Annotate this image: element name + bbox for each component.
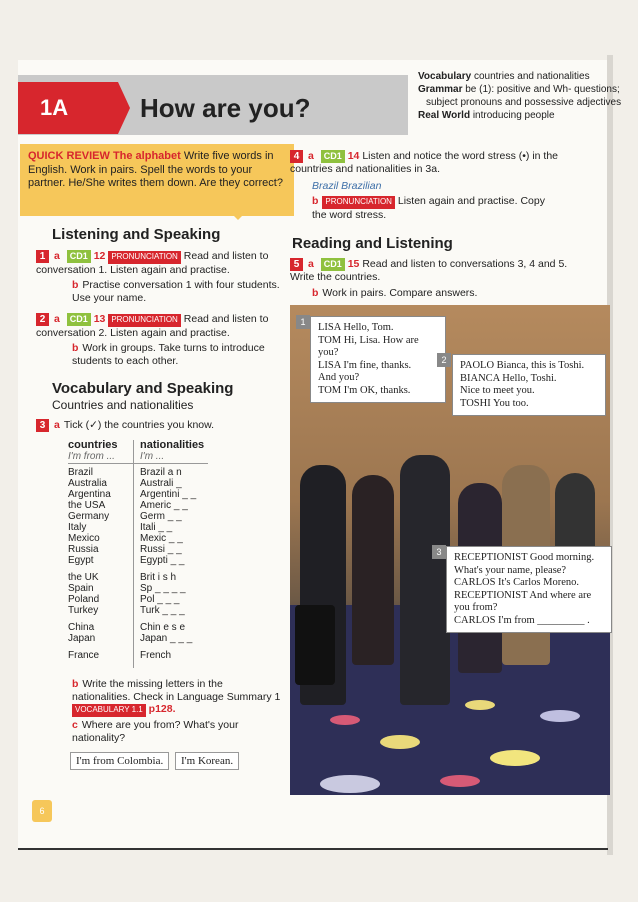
nationality-item: Brit i s h xyxy=(140,572,177,583)
conversation-line: RECEPTIONIST Good morning. xyxy=(454,552,595,563)
conversation-line: RECEPTIONIST And where are xyxy=(454,589,592,601)
part-label: b xyxy=(312,195,319,207)
quick-review-box xyxy=(20,144,294,216)
carpet-spot xyxy=(440,775,480,787)
exercise-text: Read and listen to conversations 3, 4 and 5. Write the countries. xyxy=(290,258,568,283)
vocabulary-text: countries and nationalities xyxy=(473,71,590,82)
part-label: b xyxy=(72,342,79,354)
exercise-2a xyxy=(36,313,286,339)
nationality-group xyxy=(140,622,206,644)
conversation-line: LISA I'm fine, thanks. xyxy=(318,359,412,371)
answer-bubble-2: I'm Korean. xyxy=(175,752,239,770)
grammar-label: Grammar xyxy=(418,84,463,95)
exercise-number: 2 xyxy=(36,313,49,326)
pronunciation-badge: PRONUNCIATION xyxy=(108,314,181,327)
track-number: 13 xyxy=(93,313,106,325)
exercise-2b xyxy=(72,342,282,367)
conversation-line: Nice to meet you. xyxy=(460,385,535,396)
lesson-overview xyxy=(418,70,621,122)
part-label: c xyxy=(72,719,78,731)
country-item: Russia xyxy=(68,544,99,555)
vocabulary-subheading: Countries and nationalities xyxy=(52,398,194,412)
exercise-4a xyxy=(290,150,560,176)
country-item: Spain xyxy=(68,583,94,594)
person-silhouette xyxy=(352,475,394,665)
real-world-label: Real World xyxy=(418,110,471,121)
country-item: Poland xyxy=(68,594,100,605)
nationality-item: Turk _ _ _ xyxy=(140,605,185,616)
nationality-item: Sp _ _ _ _ xyxy=(140,583,186,594)
vocabulary-label: Vocabulary xyxy=(418,71,472,82)
nationality-item: French xyxy=(140,650,172,661)
bottom-rule xyxy=(18,848,608,850)
part-label: a xyxy=(54,419,60,431)
table-divider xyxy=(133,440,134,668)
conversation-line: TOM I'm OK, thanks. xyxy=(318,384,411,396)
conversation-3-bubble xyxy=(446,546,612,633)
nationality-group xyxy=(140,572,206,616)
exercise-number: 3 xyxy=(36,419,49,432)
exercise-number: 5 xyxy=(290,258,303,271)
person-silhouette xyxy=(400,455,450,705)
nationalities-column xyxy=(140,440,206,667)
part-label: a xyxy=(308,150,314,162)
part-label: b xyxy=(312,287,319,299)
nationality-group xyxy=(140,650,206,661)
unit-number: 1A xyxy=(40,95,69,120)
nationality-item: Australi _ xyxy=(140,478,182,489)
country-item: Japan xyxy=(68,633,96,644)
reading-listening-heading: Reading and Listening xyxy=(292,235,453,252)
nationality-item: Chin e s e xyxy=(140,622,186,633)
exercise-text: Write the missing letters in the nationalities. Check in Language Summary 1 xyxy=(72,678,281,703)
carpet-spot xyxy=(320,775,380,793)
nationality-item: Germ _ _ xyxy=(140,511,182,522)
country-item: Brazil xyxy=(68,467,94,478)
exercise-text: Where are you from? What's your nationality? xyxy=(72,719,239,744)
exercise-1b xyxy=(72,279,282,304)
country-item: Australia xyxy=(68,478,107,489)
exercise-number: 1 xyxy=(36,250,49,263)
country-item: China xyxy=(68,622,95,633)
nationality-item: Argentini _ _ xyxy=(140,489,197,500)
country-item: France xyxy=(68,650,100,661)
cd-badge[interactable]: CD1 xyxy=(67,313,91,326)
part-label: b xyxy=(72,279,79,291)
nationality-item: Russi _ _ xyxy=(140,544,182,555)
carpet-spot xyxy=(380,735,420,749)
nationality-item: Brazil a n xyxy=(140,467,182,478)
answer-bubble-1: I'm from Colombia. xyxy=(70,752,169,770)
column-header: nationalities xyxy=(140,439,205,451)
part-label: a xyxy=(54,250,60,262)
exercise-text: Listen and notice the word stress (•) in the countries and nationalities in 3a. xyxy=(290,150,559,175)
conversation-1-bubble xyxy=(310,316,446,403)
exercise-text: Practise conversation 1 with four students. Use your name. xyxy=(72,279,280,304)
cd-badge[interactable]: CD1 xyxy=(321,258,345,271)
conversation-line: What's your name, please? xyxy=(454,564,567,576)
page-number: 6 xyxy=(32,800,52,822)
conversation-number: 2 xyxy=(437,353,451,367)
exercise-text: Listen again and practise. Copy the word stress. xyxy=(312,195,545,221)
conversation-number: 3 xyxy=(432,545,446,559)
stress-examples: Brazil Brazilian xyxy=(312,180,382,192)
grammar-text: be (1): positive and Wh- questions; xyxy=(465,84,620,95)
pronunciation-badge: PRONUNCIATION xyxy=(108,251,181,264)
quick-review-text: Write five words in English. Work in pairs. Spell the words to your partner. He/She writes them down. Are they correct? xyxy=(28,150,283,189)
conversation-line: PAOLO Bianca, this is Toshi. xyxy=(460,360,585,371)
page-reference: p128. xyxy=(148,703,176,715)
country-item: the UK xyxy=(68,572,99,583)
exercise-5b xyxy=(312,287,562,300)
part-label: a xyxy=(308,258,314,270)
conversation-line: LISA Hello, Tom. xyxy=(318,322,394,333)
exercise-text: Tick (✓) the countries you know. xyxy=(63,419,215,431)
exercise-1a xyxy=(36,250,286,276)
exercise-text: Work in groups. Take turns to introduce students to each other. xyxy=(72,342,265,367)
country-item: the USA xyxy=(68,500,106,511)
cd-badge[interactable]: CD1 xyxy=(321,150,345,163)
exercise-number: 4 xyxy=(290,150,303,163)
carpet-spot xyxy=(465,700,495,710)
column-subheader: I'm ... xyxy=(140,451,206,464)
vocabulary-speaking-heading: Vocabulary and Speaking xyxy=(52,380,234,397)
vocabulary-badge[interactable]: VOCABULARY 1.1 xyxy=(72,704,146,717)
nationality-item: Japan _ _ _ xyxy=(140,633,193,644)
part-label: a xyxy=(54,313,60,325)
exercise-3a xyxy=(36,419,286,432)
real-world-text: introducing people xyxy=(472,110,555,121)
nationality-item: Americ _ _ xyxy=(140,500,188,511)
nationality-item: Egypti _ _ xyxy=(140,555,185,566)
conversation-line: you from? xyxy=(454,602,498,613)
exercise-text: Read and listen to conversation 1. Listen again and practise. xyxy=(36,250,269,276)
country-item: Argentina xyxy=(68,489,111,500)
conversation-line: BIANCA Hello, Toshi. xyxy=(460,372,557,384)
column-subheader: I'm from ... xyxy=(68,451,208,464)
exercise-5a xyxy=(290,258,570,284)
country-item: Turkey xyxy=(68,605,99,616)
quick-review-label: QUICK REVIEW The alphabet xyxy=(28,150,181,162)
country-item: Italy xyxy=(68,522,87,533)
country-item: Egypt xyxy=(68,555,94,566)
conversation-line: And you? xyxy=(318,372,360,383)
conversation-line: CARLOS I'm from _________ . xyxy=(454,614,590,626)
suitcase xyxy=(295,605,335,685)
carpet-spot xyxy=(540,710,580,722)
column-header: countries xyxy=(68,439,118,451)
page-title: How are you? xyxy=(140,93,311,123)
conversation-line: TOSHI You too. xyxy=(460,397,529,409)
country-item: Germany xyxy=(68,511,110,522)
listening-speaking-heading: Listening and Speaking xyxy=(52,226,221,243)
exercise-3c xyxy=(72,719,272,744)
country-item: Mexico xyxy=(68,533,100,544)
unit-badge-arrow xyxy=(118,82,130,134)
part-label: b xyxy=(72,678,79,690)
nationality-group xyxy=(140,467,206,566)
cd-badge[interactable]: CD1 xyxy=(67,250,91,263)
conversation-line: you? xyxy=(318,347,339,358)
track-number: 14 xyxy=(347,150,360,162)
pronunciation-badge: PRONUNCIATION xyxy=(322,196,395,209)
carpet-spot xyxy=(330,715,360,725)
carpet-spot xyxy=(490,750,540,766)
exercise-text: Read and listen to conversation 2. Listen again and practise. xyxy=(36,313,269,339)
conversation-number: 1 xyxy=(296,315,310,329)
nationality-item: Itali _ _ xyxy=(140,522,173,533)
quick-review-pointer xyxy=(228,210,248,220)
track-number: 12 xyxy=(93,250,106,262)
track-number: 15 xyxy=(347,258,360,270)
exercise-3b xyxy=(72,678,282,717)
exercise-4b xyxy=(312,195,562,221)
conversation-line: TOM Hi, Lisa. How are xyxy=(318,334,419,346)
nationality-item: Mexic _ _ xyxy=(140,533,183,544)
nationality-item: Pol _ _ _ xyxy=(140,594,180,605)
grammar-text-2: subject pronouns and possessive adjectives xyxy=(426,97,622,108)
exercise-text: Work in pairs. Compare answers. xyxy=(322,287,478,299)
conversation-2-bubble xyxy=(452,354,606,416)
conversation-line: CARLOS It's Carlos Moreno. xyxy=(454,577,579,588)
